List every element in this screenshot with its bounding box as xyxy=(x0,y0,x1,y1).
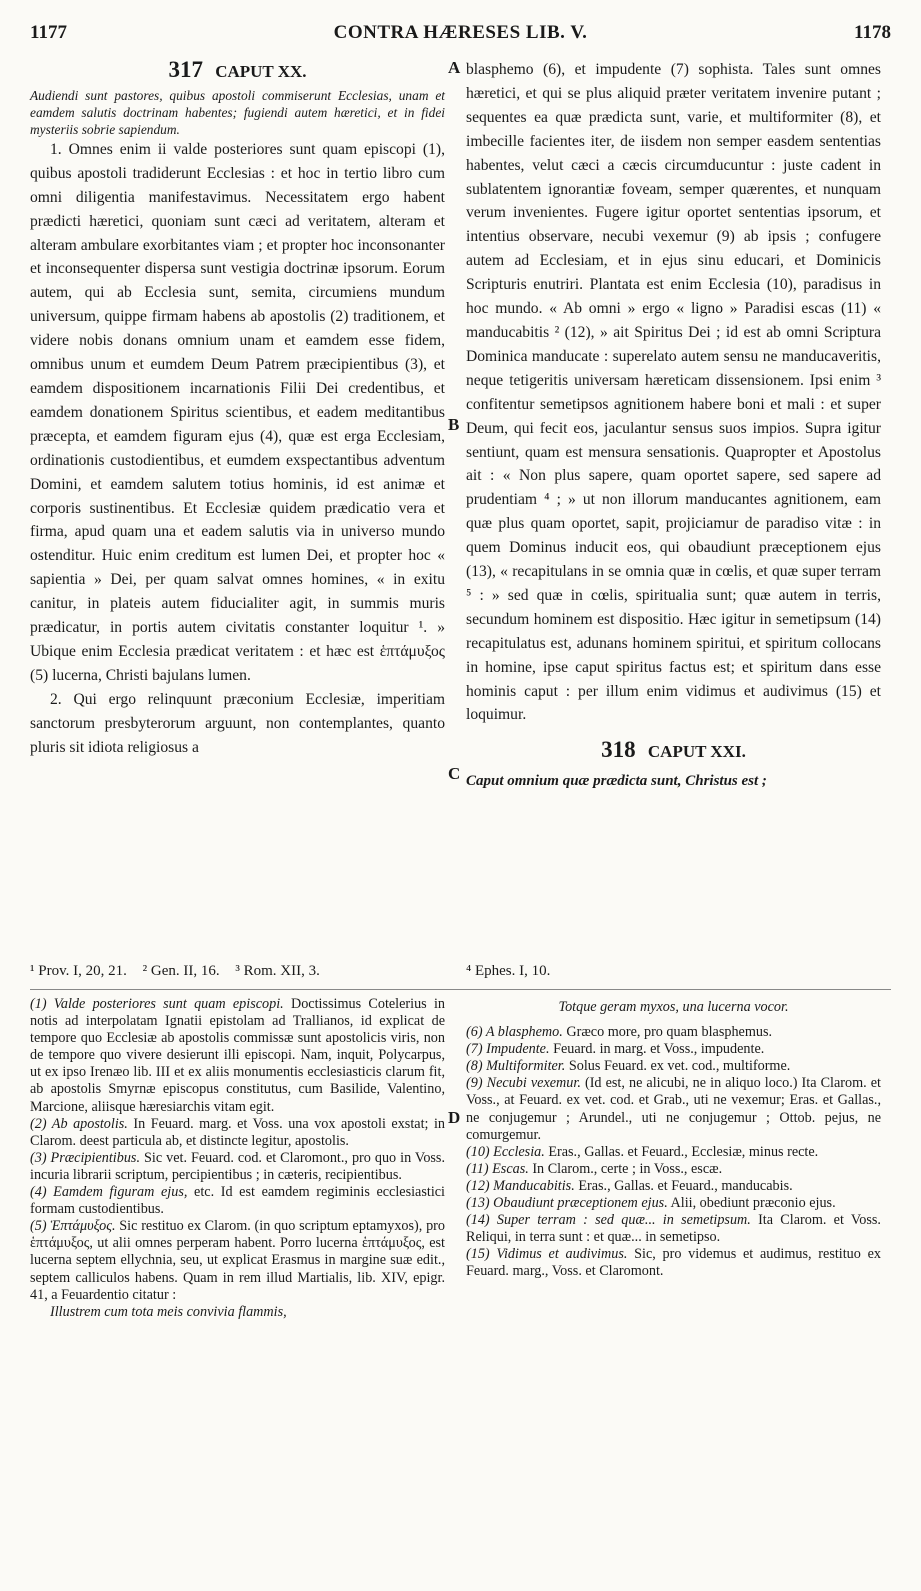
right-column xyxy=(466,58,881,794)
footnote-text: Sic restituo ex Clarom. (in quo scriptum eptamyxos), pro ἑπτάμυξος, ut alii omnes perperam habent. Porro lucerna ἑπτάμυξος, est lucerna septem ellychnia, seu, ut explicat Erasmus in margine suæ edit., septem calliculos habens. Quam in rem illud Martialis, lib. XIV, epigr. 41, a Feuardentio citatur : xyxy=(30,1218,445,1303)
chapter-title: CAPUT XXI. xyxy=(647,742,746,762)
footnote-label: (3) Præcipientibus. xyxy=(30,1149,140,1166)
column-marker-c: C xyxy=(448,764,461,783)
footnote-text: Sic vet. Feuard. cod. et Claromont., pro quo in Voss. incuria librarii scriptum, percipientibus ; in cæteris, recipientibus. xyxy=(30,1149,446,1183)
footnote-label: (5) Ἑπτάμυξος. xyxy=(30,1218,116,1235)
column-marker-d: D xyxy=(448,1108,461,1127)
footnote xyxy=(466,1212,881,1246)
footnote-divider xyxy=(30,989,891,990)
footnote xyxy=(466,1178,881,1195)
footnote-text: Alii, obediunt præconio ejus. xyxy=(667,1195,836,1212)
footnote-text: Ita Clarom. et Voss. Reliqui, in terra sunt : et quæ... in semetipso. xyxy=(466,1212,881,1246)
footnote xyxy=(466,1041,881,1058)
chapter-title: CAPUT XX. xyxy=(215,62,307,81)
scripture-references-right xyxy=(466,963,881,980)
column-marker-a: A xyxy=(448,58,461,77)
chapter-summary: Audiendi sunt pastores, quibus apostoli commiserunt Ecclesias, unam et eamdem salutis doctrinam habentes; fugiendi autem hæretici, et in fidei mysteriis sobrie sapiendum. xyxy=(30,87,445,137)
running-header xyxy=(30,22,891,52)
body-paragraph: blasphemo (6), et impudente (7) sophista. Tales sunt omnes hæretici, et qui se plus aliquid præter veritatem invenire putant ; sequentes ea quæ prædicta sunt, varie, et multiformiter (8), et imbecille facientes iter, de iisdem non semper easdem sententias habentes, velut cæci a cæcis circumducuntur : juste cadent in sublatentem ignorantiæ foveam, semper quærentes, et nunquam verum invenientes. Fugere igitur oportet sententias ipsorum, et intentius observare, necubi vexemur (9) ab ipsis ; confugere autem ad Ecclesiam, et in ejus sinu educari, et Dominicis Scripturis enutriri. Plantata est enim Ecclesia (10), paradisus in hoc mundo. « Ab omni » ergo « ligno » Paradisi escas (11) « manducabitis ² (12), » ait Spiritus Dei ; id est ab omni Scriptura Dominica manducate : superelato autem sensu ne manducaveritis, neque tetigeritis universam hæreticam dissensionem. Ipsi enim ³ confitentur semetipsos agnitionem habere boni et mali : et super Deum, qui fecit eos, jaculantur sensus suos impios. Supra igitur sentiunt, quam est mensura sensationis. Quapropter et Apostolus ait : « Non plus sapere, quam oportet sapere, sed sapere ad prudentiam ⁴ ; » ut non illorum manducantes agnitionem, eam quæ plus quam oportet, sapit, projiciamur de paradiso vitæ : in quem Dominus inducit eos, qui obaudiunt præceptionem ejus (13), « recapitulans in se omnia quæ in cœlis, et quæ super terram ⁵ : » sed quæ in cœlis, spiritualia sunt; quæ autem in terris, secundum hominem est dispositio. Hæc igitur in semetipsum (14) recapitulatus est, adunans hominem spiritui, et spiritum collocans in homine, ipse caput spiritus factus est; et spiritum dans esse hominis caput : per illum enim vidimus et audivimus (15) et loquimur. xyxy=(466,61,881,724)
left-column xyxy=(30,58,445,759)
footnote xyxy=(466,1144,881,1161)
chapter-number: 317 xyxy=(168,57,203,82)
footnotes-left xyxy=(30,996,445,1321)
body-paragraph: 1. Omnes enim ii valde posteriores sunt quam episcopi (1), quibus apostoli tradiderunt Ecclesias : et hoc in tertio libro cum omni diligentia manifestavimus. Necessitatem ergo habent prædicti hæretici, quoniam sunt cæci ad veritatem, alteram et alteram ambulare exorbitantes viam ; et propter hoc inconsonanter et inconsequenter dispersa sunt vestigia doctrinæ ipsorum. Eorum autem, qui ab Ecclesia sunt, semita, circumiens mundum universum, quippe firmam habens ab apostolis (2) traditionem, et videre nobis donans omnium unam et eamdem esse fidem, omnibus unum et eumdem Deum Patrem præcipientibus (3), et eamdem dispositionem incarnationis Filii Dei credentibus, et eamdem donationem Spiritus scientibus, et eadem meditantibus præcepta, et eamdem figuram ejus (4), quæ est erga Ecclesiam, ordinationis custodientibus, et eumdem exspectantibus adventum Domini, et eamdem salutem totius hominis, id est animæ et corporis sustinentibus. Et Ecclesiæ quidem prædicatio vera et firma, apud quam una et eadem salutis via in universo mundo ostenditur. Huic enim creditum est lumen Dei, et propter hoc « sapientia » Dei, per quam salvat omnes homines, « in exitu canitur, in plateis autem fiducialiter agit, in summis muris prædicatur, in portis autem civitatis constanter loquitur ¹. » Ubique enim Ecclesia prædicat veritatem : et hæc est ἑπτάμυξος (5) lucerna, Christi bajulans lumen. xyxy=(30,140,445,684)
footnotes-right xyxy=(466,996,881,1281)
column-marker-b: B xyxy=(448,415,460,434)
chapter-heading-left xyxy=(30,58,445,84)
page-number-left: 1177 xyxy=(30,22,67,43)
chapter-summary: Caput omnium quæ prædicta sunt, Christus est ; xyxy=(466,773,767,790)
footnote xyxy=(30,1150,445,1184)
scripture-reference: ³ Rom. XII, 3. xyxy=(235,963,320,979)
footnote-text: Sic, pro videmus et audimus, restituo ex Feuard. marg., Voss. et Claromont. xyxy=(466,1246,881,1280)
footnote-text: Eras., Gallas. et Feuard., Ecclesiæ, minus recte. xyxy=(544,1143,819,1160)
footnote xyxy=(466,1195,881,1212)
footnote-label: (11) Escas. xyxy=(466,1160,529,1177)
footnote xyxy=(466,1058,881,1075)
footnote-label: (9) Necubi vexemur. xyxy=(466,1075,581,1092)
footnote xyxy=(466,1246,881,1280)
body-paragraph: 2. Qui ergo relinquunt præconium Ecclesiæ, imperitiam sanctorum presbyterorum arguunt, non contemplantes, quanto pluris sit idiota religiosus a xyxy=(30,690,445,756)
footnote-text: Solus Feuard. ex vet. cod., multiforme. xyxy=(565,1058,791,1075)
footnote-label: (8) Multiformiter. xyxy=(466,1058,566,1075)
footnote-label: (4) Eamdem figuram ejus, xyxy=(30,1184,188,1201)
chapter-heading-right xyxy=(466,738,881,764)
footnote xyxy=(30,1218,445,1303)
chapter-number: 318 xyxy=(601,737,636,763)
footnote-label: (2) Ab apostolis. xyxy=(30,1115,128,1132)
running-title: CONTRA HÆRESES LIB. V. xyxy=(333,22,588,43)
footnote xyxy=(30,1116,445,1150)
page-number-right: 1178 xyxy=(854,22,891,43)
verse-line: Totque geram myxos, una lucerna vocor. xyxy=(558,999,789,1015)
footnote xyxy=(30,1184,445,1218)
footnote xyxy=(30,996,445,1116)
footnote-text: In Clarom., certe ; in Voss., escæ. xyxy=(528,1160,723,1177)
footnote-text: In Feuard. marg. et Voss. una vox apostoli exstat; in Clarom. deest particula ab, et distincte legitur, apostolis. xyxy=(30,1115,445,1149)
footnote-text: (Id est, ne alicubi, ne in aliquo loco.) Ita Clarom. et Voss., at Feuard. ex vet. cod. et Grab., uti ne vexemur; Eras. et Gallas., ne conjugemur ; Arundel., uti ne conjugemur ; Ottob. pejus, ne comurgemur. xyxy=(466,1075,881,1143)
footnote-label: (13) Obaudiunt præceptionem ejus. xyxy=(466,1195,668,1212)
footnote-text: etc. Id est eamdem regiminis ecclesiastici formam custodientibus. xyxy=(30,1184,445,1218)
footnote xyxy=(466,1024,881,1041)
footnote-label: (6) A blasphemo. xyxy=(466,1024,563,1041)
verse-line: Illustrem cum tota meis convivia flammis, xyxy=(50,1303,287,1320)
footnote-text: Feuard. in marg. et Voss., impudente. xyxy=(549,1041,765,1058)
footnote-label: (14) Super terram : sed quæ... in semetipsum. xyxy=(466,1212,751,1229)
scripture-reference: ⁴ Ephes. I, 10. xyxy=(466,963,551,979)
footnote-text: Doctissimus Cotelerius in notis ad interpolatam Ignatii epistolam ad Trallianos, id explicat de tempore quo Ecclesiæ ab apostolis commissæ sunt apostolicis viris, non de tempore quo vivere desierunt illi episcopi. Nam, inquit, Polycarpus, ut ex ipso Irenæo lib. III et ex aliis monumentis ecclesiasticis clarum fit, ab apostolis Smyrnæ episcopus constitutus, cum Basilide, Valentino, Marcione, aliisque hæresiarchis vitam egit. xyxy=(30,996,445,1115)
footnote xyxy=(466,1161,881,1178)
scripture-reference: ² Gen. II, 16. xyxy=(142,963,220,979)
footnote-label: (10) Ecclesia. xyxy=(466,1143,545,1160)
footnote-label: (1) Valde posteriores sunt quam episcopi. xyxy=(30,996,284,1012)
footnote-label: (7) Impudente. xyxy=(466,1041,550,1058)
footnote-label: (12) Manducabitis. xyxy=(466,1177,575,1194)
footnote-text: Eras., Gallas. et Feuard., manducabis. xyxy=(574,1177,793,1194)
footnote-text: Græco more, pro quam blasphemus. xyxy=(562,1024,773,1041)
scripture-references-left xyxy=(30,963,445,980)
scripture-reference: ¹ Prov. I, 20, 21. xyxy=(30,963,127,979)
footnote xyxy=(466,1075,881,1143)
footnote-label: (15) Vidimus et audivimus. xyxy=(466,1246,628,1263)
